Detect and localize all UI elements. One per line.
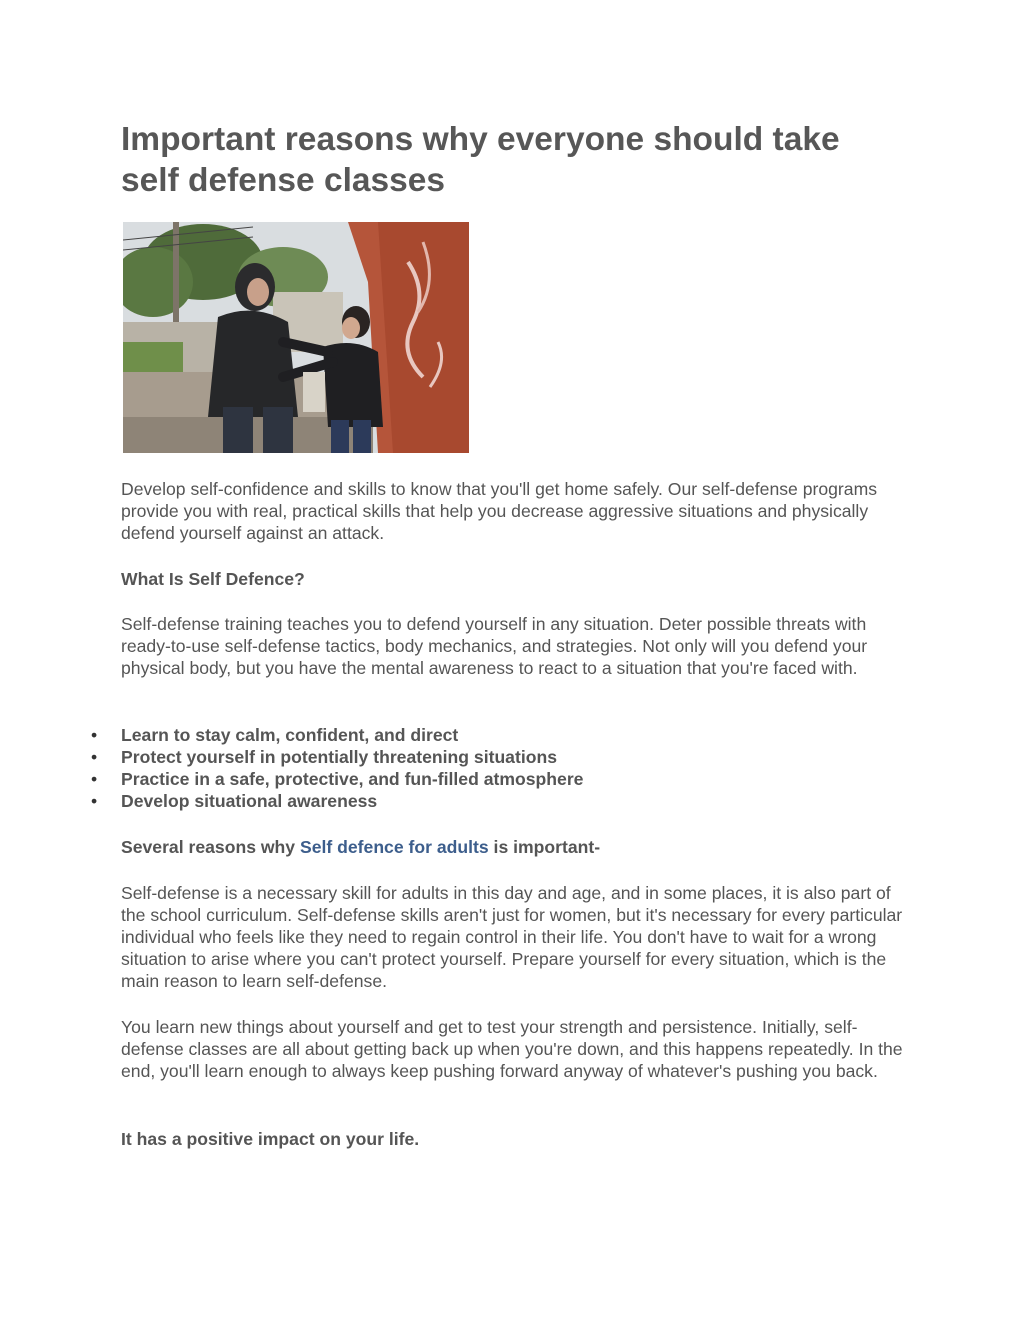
list-item [91,746,911,768]
intro-paragraph: Develop self-confidence and skills to know that you'll get home safely. Our self-defense programs provide you with real, practical skills that help you decrease aggressive situations and physically defend yourself against an attack. [121,479,878,543]
page-title: Important reasons why everyone should take self defense classes [121,121,840,199]
list-item-text: Learn to stay calm, confident, and direct [121,725,459,745]
list-item [91,790,911,812]
what-is-paragraph: Self-defense training teaches you to defend yourself in any situation. Deter possible threats with ready-to-use self-defense tactics, body mechanics, and strategies. Not only will you defend your physical body, but you have the mental awareness to react to a situation that you're faced with. [121,614,868,678]
self-defense-photo [123,222,469,453]
list-item-text: Develop situational awareness [121,791,378,811]
list-item [91,724,911,746]
reasons-heading-prefix: Several reasons why [121,837,300,857]
bullet-icon: • [91,725,98,745]
reasons-paragraph-1: Self-defense is a necessary skill for adults in this day and age, and in some places, it is also part of the school curriculum. Self-defense skills aren't just for women, but it's necessary for every particular individual who feels like they need to regain control in their life. You don't have to wait for a wrong situation to arise where you can't protect yourself. Prepare yourself for every situation, which is the main reason to learn self-defense. [121,883,903,991]
benefits-list [91,724,911,812]
bullet-icon: • [91,791,98,811]
bullet-icon: • [91,769,98,789]
reasons-heading-suffix: is important- [488,837,601,857]
photo-icon [123,222,469,453]
list-item-text: Practice in a safe, protective, and fun-filled atmosphere [121,769,584,789]
closing-heading: It has a positive impact on your life. [121,1129,420,1149]
reasons-heading [121,836,911,858]
list-item [91,768,911,790]
self-defence-for-adults-link[interactable]: Self defence for adults [299,837,489,857]
bullet-icon: • [91,747,98,767]
what-is-heading: What Is Self Defence? [121,569,305,589]
list-item-text: Protect yourself in potentially threatening situations [121,747,557,767]
reasons-paragraph-2: You learn new things about yourself and get to test your strength and persistence. Initially, self-defense classes are all about getting back up when you're down, and this happens repeatedly. In the end, you'll learn enough to always keep pushing forward anyway of whatever's pushing you back. [121,1017,903,1081]
